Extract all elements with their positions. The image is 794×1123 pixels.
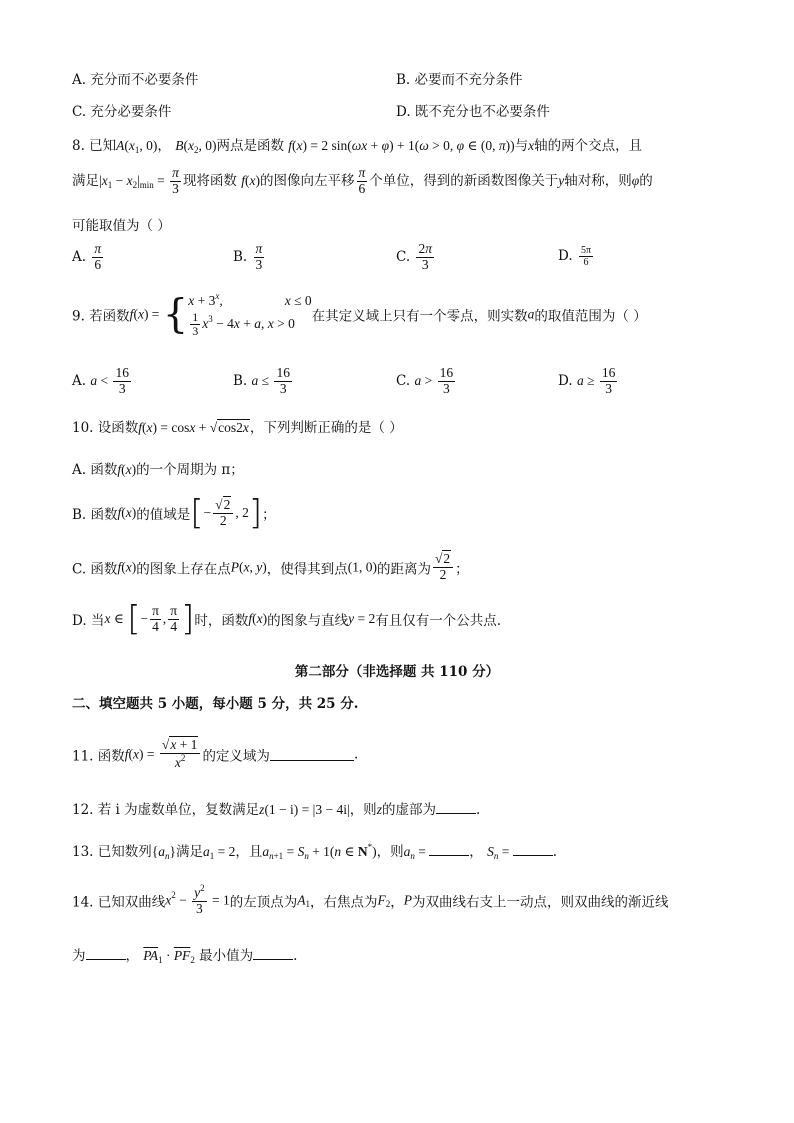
q9-option-d: D. a ≥ $\frac{16}{3}$ bbox=[558, 365, 616, 396]
q8-option-c: C. $\frac{2\pi}{3}$ bbox=[396, 241, 432, 272]
q7-option-c: C. 充分必要条件 bbox=[72, 104, 172, 120]
q10-stem: 10. 设函数f(x) = cosx + √cos2x，下列判断正确的是（ ） bbox=[72, 420, 403, 436]
q8-option-d: D. $\frac{5\pi}{6}$ bbox=[558, 245, 591, 268]
q14-answer-blank-1 bbox=[86, 947, 126, 960]
q9-option-a: A. a < $\frac{16}{3}$ bbox=[72, 365, 129, 396]
q9-option-c: C. a > $\frac{16}{3}$ bbox=[396, 365, 454, 396]
q7-option-a: A. 充分而不必要条件 bbox=[72, 72, 199, 88]
q8-line1: 8. 已知$A(x_1$, 0)， $B(x_2$, 0)两点是函数 f(x) = 2 sin(ωx + φ) + 1(ω > 0, φ ∈ (0, π))与x轴的两个交点，且 bbox=[72, 138, 643, 155]
q13-answer-blank-1 bbox=[429, 843, 469, 856]
q9-stem: 9. 若函数f(x) = { $x + 3^x$, x ≤ 0 $\frac{1}{3}$ $x^3 - 4x + a$, x > 0 在其定义域上只有一个零点，则实数a的取值范围为（ ） bbox=[72, 291, 647, 339]
q7-option-b: B. 必要而不充分条件 bbox=[396, 72, 523, 88]
q10-option-d: D. 当x ∈ [− $\frac{\pi}{4}$ , $\frac{\pi}{4}$ ]时，函数f(x)的图象与直线y = 2有且仅有一个公共点. bbox=[72, 599, 502, 639]
q8-option-a: A. $\frac{\pi}{6}$ bbox=[72, 241, 102, 272]
q11-stem: 11. 函数f(x) = $\frac{√x + 1}{x^2}$ 的定义域为 . bbox=[72, 737, 359, 770]
q14-answer-blank-2 bbox=[253, 947, 293, 960]
q13-stem: 13. 已知数列$\{a_n\}$满足$a_1 = 2$，且$a_{n+1} = S_n + 1(n$ ∈ N*)，则$a_n$ = ， $S_n$ = . bbox=[72, 842, 558, 861]
part2-title: 第二部分（非选择题 共 110 分） bbox=[294, 664, 500, 680]
section2-title: 二、填空题共 5 小题，每小题 5 分，共 25 分. bbox=[72, 696, 359, 712]
q13-answer-blank-2 bbox=[513, 843, 553, 856]
q8-line3: 可能取值为（ ） bbox=[72, 218, 171, 234]
q10-option-c: C. 函数f(x)的图象上存在点P(x, y)，使得其到点(1, 0)的距离为 $\frac{√2}{2}$ ； bbox=[72, 551, 469, 582]
q10-option-a: A. 函数f(x)的一个周期为 π； bbox=[72, 462, 244, 478]
q9-option-b: B. a ≤ $\frac{16}{3}$ bbox=[233, 365, 290, 396]
q11-answer-blank bbox=[270, 748, 354, 761]
q14-line1: 14. 已知双曲线$x^2$ − $\frac{y^2}{3}$ = 1的左顶点为$A_1$，右焦点为$F_2$，P为双曲线右支上一动点，则双曲线的渐近线 bbox=[72, 883, 669, 916]
q8-option-b: B. $\frac{\pi}{3}$ bbox=[233, 241, 263, 272]
q14-line2: 为 ， $\overline{PA}_1 \cdot \overline{PF}_2$ 最小值为 . bbox=[72, 948, 298, 965]
q12-answer-blank bbox=[436, 801, 476, 814]
q7-option-d: D. 既不充分也不必要条件 bbox=[396, 104, 550, 120]
q10-option-b: B. 函数f(x)的值域是[− $\frac{√2}{2}$ , 2]； bbox=[72, 493, 276, 533]
q12-stem: 12. 若 i 为虚数单位，复数满足z(1 − i) = |3 − 4i|，则z的虚部为 . bbox=[72, 802, 481, 818]
q8-line2: 满足$|x_1 - x_2|_{min}$ = $\frac{\pi}{3}$ 现将函数 f(x)的图像向左平移 $\frac{\pi}{6}$ 个单位，得到的新函数图像关于y轴对称，则φ的 bbox=[72, 165, 653, 196]
